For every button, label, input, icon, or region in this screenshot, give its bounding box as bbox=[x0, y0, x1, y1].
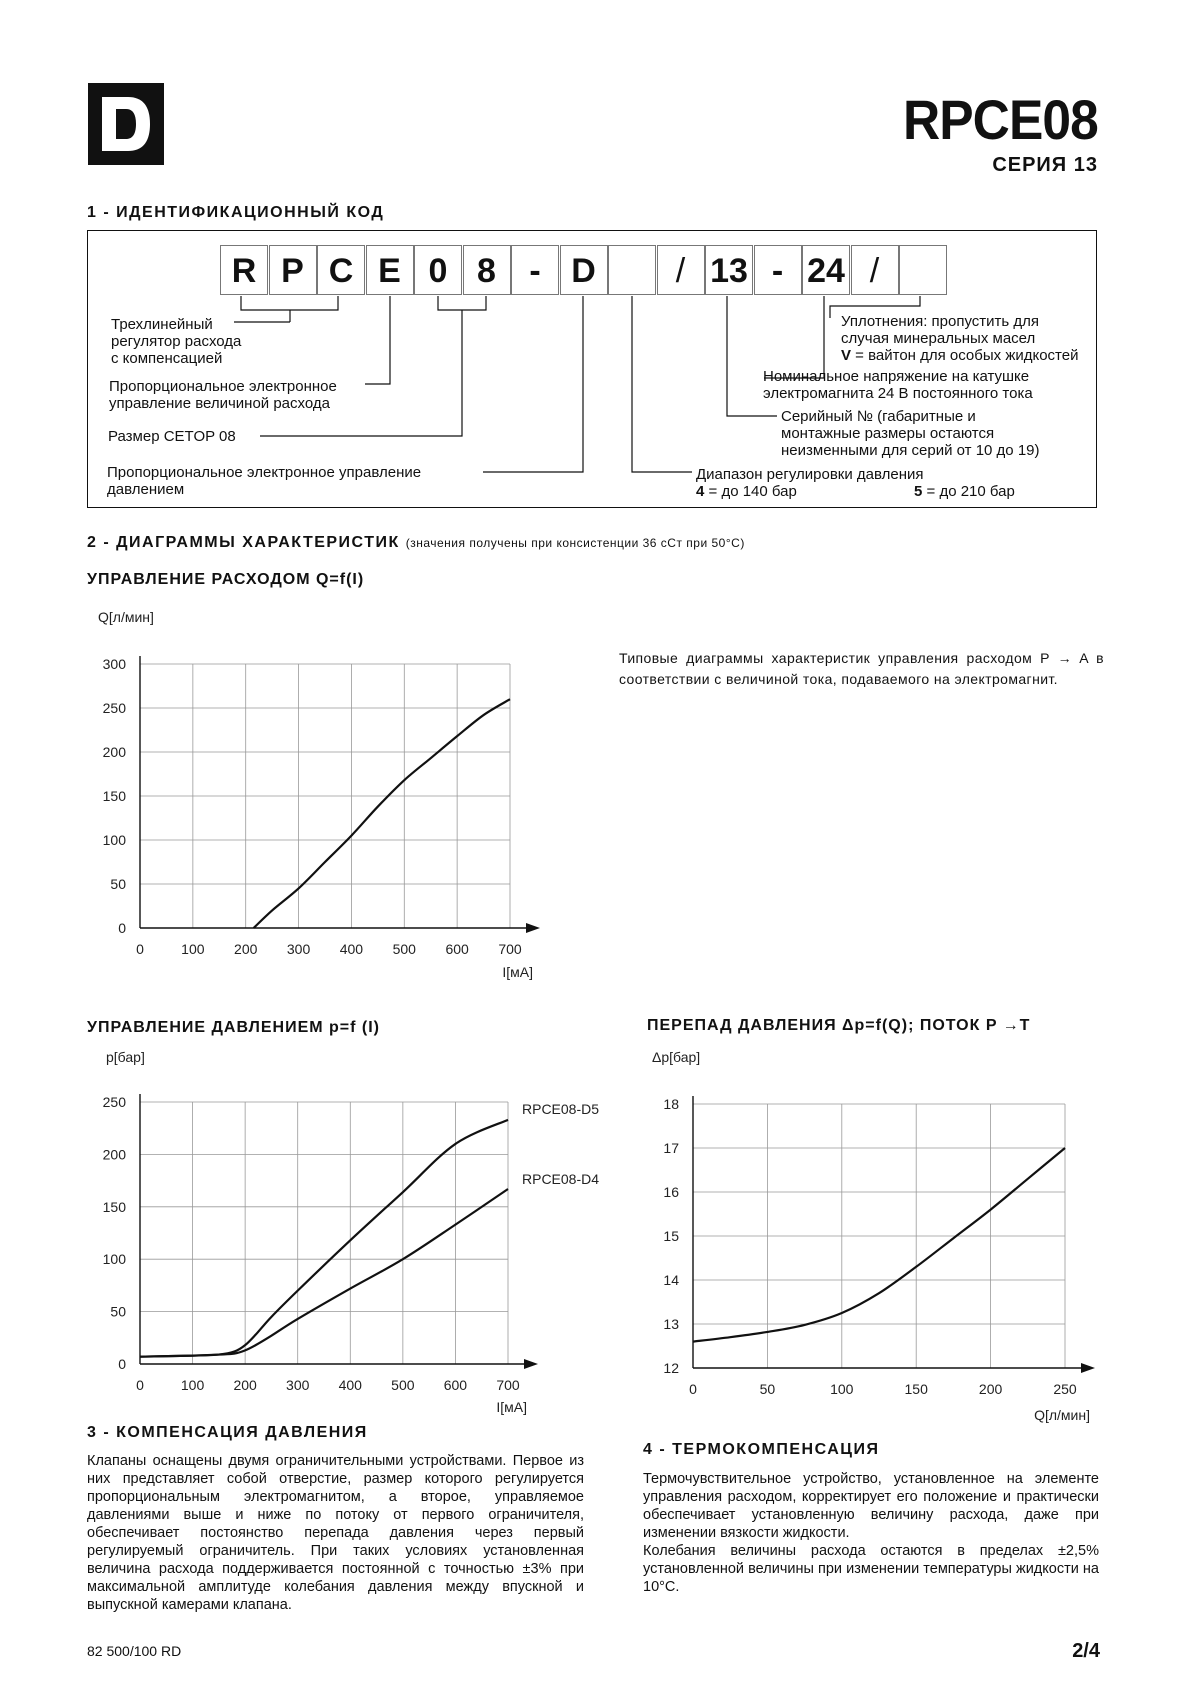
x-axis-arrow bbox=[526, 923, 540, 933]
code-cell: - bbox=[754, 245, 802, 295]
y-tick-label: 12 bbox=[663, 1360, 679, 1376]
series-line bbox=[140, 1189, 508, 1357]
y-tick-label: 50 bbox=[110, 876, 126, 892]
code-cell: / bbox=[657, 245, 705, 295]
label-serial-2: монтажные размеры остаются bbox=[781, 425, 995, 442]
label-prop-flow-2: управление величиной расхода bbox=[109, 395, 330, 412]
x-tick-label: 100 bbox=[181, 941, 205, 957]
pressure-heading: УПРАВЛЕНИЕ ДАВЛЕНИЕМ p=f (I) bbox=[87, 1019, 380, 1036]
code-cell: 8 bbox=[463, 245, 511, 295]
label-range-4-text: = до 140 бар bbox=[704, 483, 797, 500]
x-axis-arrow bbox=[1081, 1363, 1095, 1373]
y-tick-label: 300 bbox=[102, 656, 126, 672]
x-tick-label: 50 bbox=[759, 1381, 776, 1397]
label-serial: Серийный № (габаритные и bbox=[781, 408, 976, 425]
label-seals-v: V bbox=[841, 347, 852, 364]
document-code: 82 500/100 RD bbox=[87, 1643, 182, 1659]
y-tick-label: 150 bbox=[102, 1198, 126, 1215]
dp-chart bbox=[640, 1040, 1100, 1440]
x-axis-arrow bbox=[524, 1359, 538, 1369]
x-axis-label: I[мА] bbox=[502, 964, 533, 980]
y-tick-label: 100 bbox=[102, 832, 126, 848]
x-tick-label: 600 bbox=[445, 941, 469, 957]
series-line bbox=[140, 1120, 508, 1357]
code-cell: 24 bbox=[802, 245, 850, 295]
x-tick-label: 250 bbox=[1053, 1381, 1077, 1397]
product-title: RPCE08 bbox=[903, 88, 1098, 151]
y-tick-label: 200 bbox=[102, 744, 126, 760]
section4-text-1: Термочувствительное устройство, установленное на элементе управления расходом, корректирует его положение и практически обеспечивает установленную величину расхода, даже при изменении вязкости жидкости. bbox=[643, 1471, 1099, 1541]
y-tick-label: 14 bbox=[663, 1272, 679, 1288]
x-tick-label: 100 bbox=[180, 1377, 205, 1393]
x-tick-label: 500 bbox=[392, 941, 416, 957]
series-label: RPCE08-D5 bbox=[522, 1101, 600, 1117]
code-cell: / bbox=[851, 245, 899, 295]
flow-heading: УПРАВЛЕНИЕ РАСХОДОМ Q=f(I) bbox=[87, 571, 365, 588]
x-tick-label: 400 bbox=[338, 1377, 362, 1393]
section4-text-2: Колебания величины расхода остаются в пределах ±2,5% установленной величины при изменении температуры жидкости на 10°С. bbox=[643, 1543, 1099, 1595]
code-cell: C bbox=[317, 245, 365, 295]
section3-heading: 3 - КОМПЕНСАЦИЯ ДАВЛЕНИЯ bbox=[87, 1424, 368, 1441]
label-three-way-2: регулятор расхода bbox=[111, 333, 242, 350]
label-voltage: Номинальное напряжение на катушке bbox=[763, 368, 1030, 385]
label-range-5-text: = до 210 бар bbox=[922, 483, 1015, 500]
y-tick-label: 16 bbox=[663, 1184, 679, 1200]
y-tick-label: 15 bbox=[663, 1228, 679, 1244]
label-serial-3: неизменными для серий от 10 до 19) bbox=[781, 442, 1040, 459]
section2-heading-row bbox=[87, 534, 745, 552]
x-tick-label: 600 bbox=[443, 1377, 468, 1393]
y-axis-label: Q[л/мин] bbox=[98, 609, 154, 625]
page-number: 2/4 bbox=[1072, 1640, 1100, 1662]
flow-chart bbox=[80, 600, 580, 990]
section2-note: (значения получены при консистенции 36 сСт при 50°С) bbox=[405, 536, 745, 550]
pressure-chart bbox=[80, 1040, 620, 1420]
label-seals-2: случая минеральных масел bbox=[841, 330, 1036, 347]
code-cell: E bbox=[366, 245, 414, 295]
section4-heading: 4 - ТЕРМОКОМПЕНСАЦИЯ bbox=[643, 1441, 880, 1458]
label-prop-flow: Пропорциональное электронное bbox=[109, 378, 337, 395]
x-tick-label: 400 bbox=[339, 941, 364, 957]
label-prop-press-2: давлением bbox=[107, 481, 185, 498]
x-tick-label: 0 bbox=[136, 941, 144, 957]
label-range-4: 4 bbox=[696, 483, 705, 500]
section3-text: Клапаны оснащены двумя ограничительными устройствами. Первое из них представляет собой отверстие, размер которого регулируется пропорциональным электромагнитом, а второе, управляемое давлениями выше и ниже по потоку от первого ограничителя, обеспечивает постоянство перепада давления через первый регулируемый ограничитель. При таких условиях установленная величина расхода поддерживается постоянной с точностью ±3% при максимальной амплитуде колебания давления между впускной и выпускной камерами клапана. bbox=[87, 1453, 584, 1613]
dp-heading: ПЕРЕПАД ДАВЛЕНИЯ Δp=f(Q); ПОТОК P →T bbox=[647, 1017, 1031, 1034]
y-tick-label: 250 bbox=[102, 1094, 126, 1110]
code-cell: R bbox=[220, 245, 268, 295]
label-range: Диапазон регулировки давления bbox=[696, 466, 924, 483]
x-tick-label: 150 bbox=[904, 1381, 928, 1397]
x-tick-label: 100 bbox=[830, 1381, 854, 1397]
x-tick-label: 0 bbox=[689, 1381, 697, 1397]
x-tick-label: 500 bbox=[391, 1377, 415, 1393]
label-three-way-3: с компенсацией bbox=[111, 350, 223, 367]
x-axis-label: Q[л/мин] bbox=[1034, 1407, 1090, 1423]
label-range-5: 5 bbox=[914, 483, 923, 500]
x-axis-label: I[мА] bbox=[496, 1399, 527, 1415]
x-tick-label: 700 bbox=[498, 941, 522, 957]
y-tick-label: 100 bbox=[102, 1251, 126, 1268]
section1-heading: 1 - ИДЕНТИФИКАЦИОННЫЙ КОД bbox=[87, 204, 385, 221]
x-tick-label: 200 bbox=[234, 941, 258, 957]
code-cell: D bbox=[560, 245, 608, 295]
product-series: СЕРИЯ 13 bbox=[992, 154, 1098, 176]
y-tick-label: 0 bbox=[118, 920, 126, 936]
flow-description: Типовые диаграммы характеристик управления расходом P → A в соответствии с величиной тока, подаваемого на электромагнит. bbox=[619, 650, 1104, 687]
series-line bbox=[254, 699, 510, 928]
label-prop-press: Пропорциональное электронное управление bbox=[107, 464, 422, 481]
y-tick-label: 17 bbox=[663, 1140, 679, 1156]
y-tick-label: 250 bbox=[102, 700, 126, 716]
y-tick-label: 200 bbox=[102, 1146, 126, 1163]
x-tick-label: 700 bbox=[496, 1377, 520, 1393]
label-three-way: Трехлинейный bbox=[111, 316, 213, 333]
label-size: Размер CETOP 08 bbox=[108, 428, 236, 445]
y-tick-label: 50 bbox=[110, 1303, 126, 1320]
label-voltage-2: электромагнита 24 В постоянного тока bbox=[763, 385, 1033, 402]
x-tick-label: 300 bbox=[286, 1377, 310, 1393]
code-cell: 0 bbox=[414, 245, 462, 295]
y-tick-label: 0 bbox=[118, 1356, 126, 1372]
section2-heading: 2 - ДИАГРАММЫ ХАРАКТЕРИСТИК bbox=[87, 534, 400, 551]
y-axis-label: p[бар] bbox=[106, 1049, 145, 1065]
x-tick-label: 200 bbox=[978, 1381, 1003, 1397]
x-tick-label: 200 bbox=[233, 1377, 257, 1393]
series-line bbox=[693, 1148, 1065, 1342]
y-tick-label: 13 bbox=[663, 1316, 679, 1332]
series-label: RPCE08-D4 bbox=[522, 1171, 600, 1187]
y-axis-label: Δp[бар] bbox=[652, 1049, 701, 1065]
code-cell: - bbox=[511, 245, 559, 295]
x-tick-label: 0 bbox=[136, 1377, 144, 1393]
code-cell: 13 bbox=[705, 245, 753, 295]
y-tick-label: 18 bbox=[663, 1096, 679, 1112]
label-seals: Уплотнения: пропустить для bbox=[841, 313, 1040, 330]
code-cell: P bbox=[269, 245, 317, 295]
label-seals-3: = вайтон для особых жидкостей bbox=[851, 347, 1079, 364]
y-tick-label: 150 bbox=[102, 788, 126, 804]
x-tick-label: 300 bbox=[286, 941, 311, 957]
